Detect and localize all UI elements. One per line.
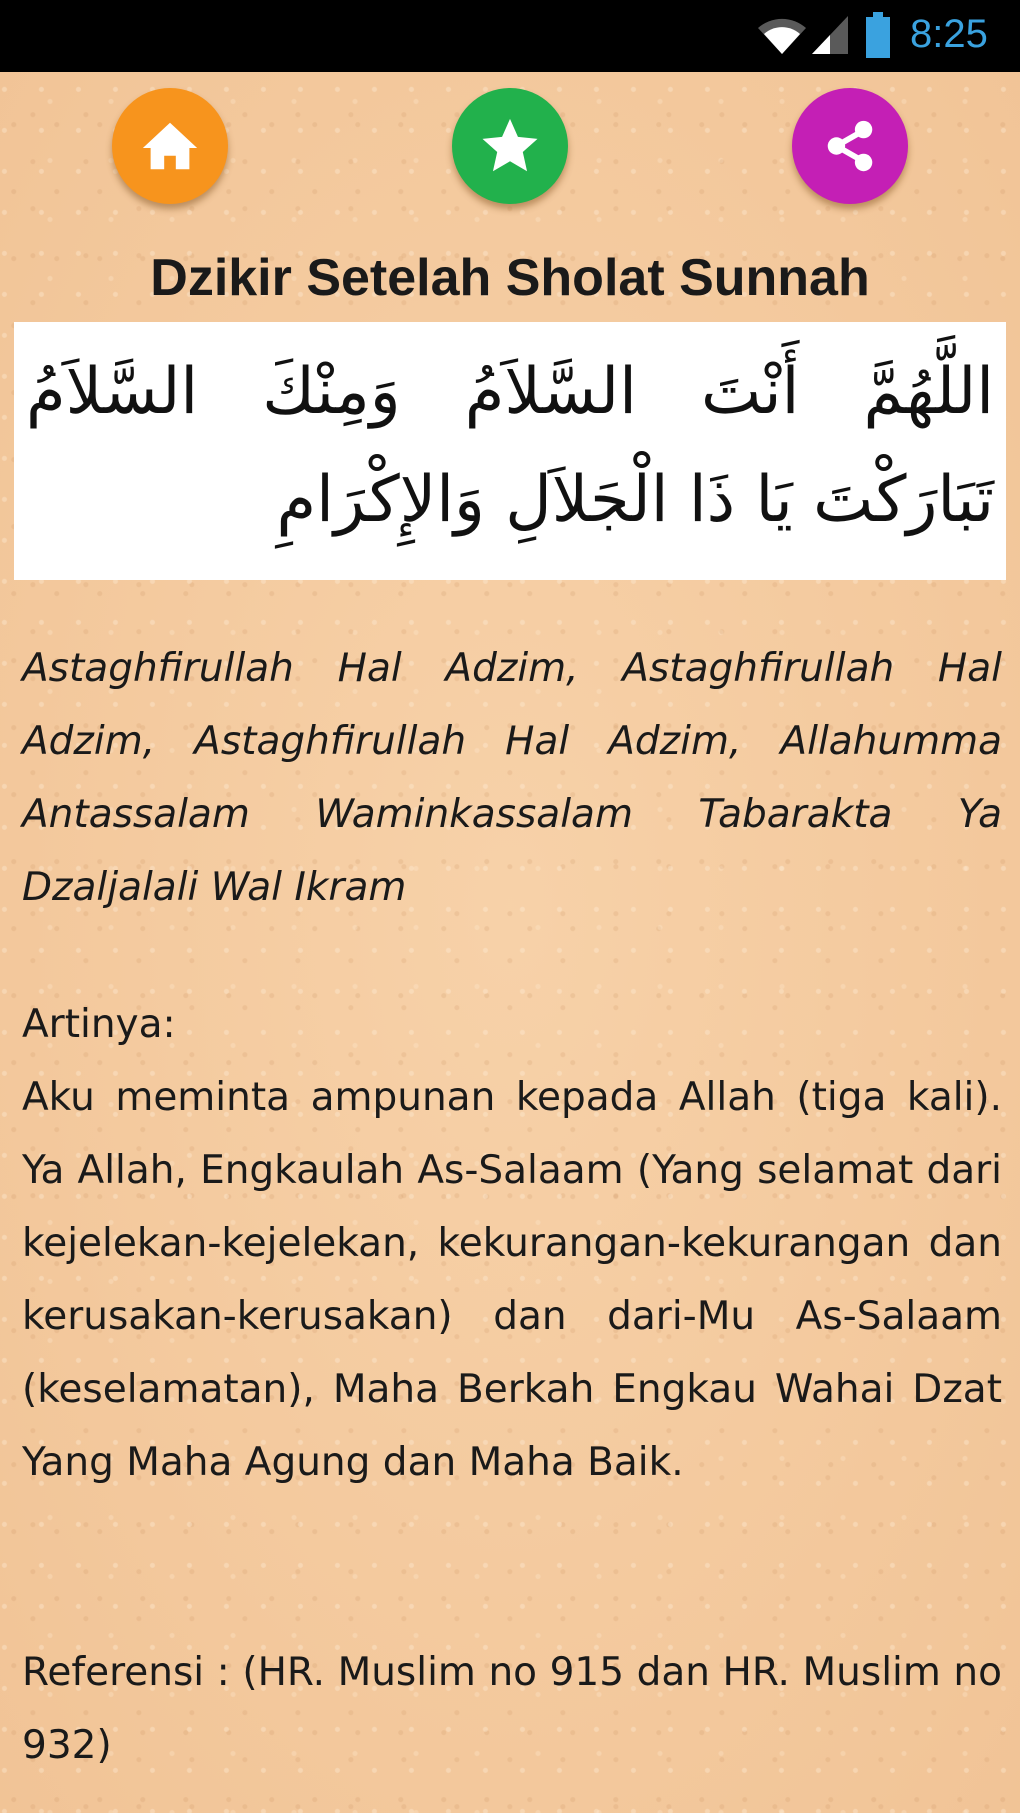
status-bar (0, 0, 1020, 72)
meaning-label: Artinya: (22, 1002, 176, 1047)
share-icon (819, 115, 881, 177)
meaning-text: Aku meminta ampunan kepada Allah (tiga kali). Ya Allah, Engkaulah As-Salaam (Yang selamat dari kejelekan-kejelekan, kekurangan-kekurangan dan kerusakan-kerusakan) dan dari-Mu As-Salaam (keselamatan), Maha Berkah Engkau Wahai Dzat Yang Maha Agung dan Maha Baik. (22, 1075, 1002, 1485)
transliteration-text: Astaghfirullah Hal Adzim, Astaghfirullah Hal Adzim, Astaghfirullah Hal Adzim, Allahumma Antassalam Waminkassalam Tabarakta Ya Dzaljalali Wal Ikram (22, 646, 1002, 910)
battery-icon (866, 12, 890, 58)
page-title: Dzikir Setelah Sholat Sunnah (150, 249, 870, 307)
arabic-text-panel (14, 322, 1006, 580)
cell-signal-icon (810, 14, 850, 56)
wifi-icon (756, 16, 808, 56)
home-button[interactable] (112, 88, 228, 204)
reference-text: Referensi : (HR. Muslim no 915 dan HR. Muslim no 932) (22, 1650, 1002, 1768)
status-clock: 8:25 (910, 12, 988, 56)
star-icon (479, 115, 541, 177)
arabic-text: اللَّهُمَّ أَنْتَ السَّلاَمُ وَمِنْكَ السَّلاَمُ تَبَارَكْتَ يَا ذَا الْجَلاَلِ وَالإِكْرَامِ (26, 355, 994, 537)
favorite-button[interactable] (452, 88, 568, 204)
share-button[interactable] (792, 88, 908, 204)
home-icon (139, 115, 201, 177)
